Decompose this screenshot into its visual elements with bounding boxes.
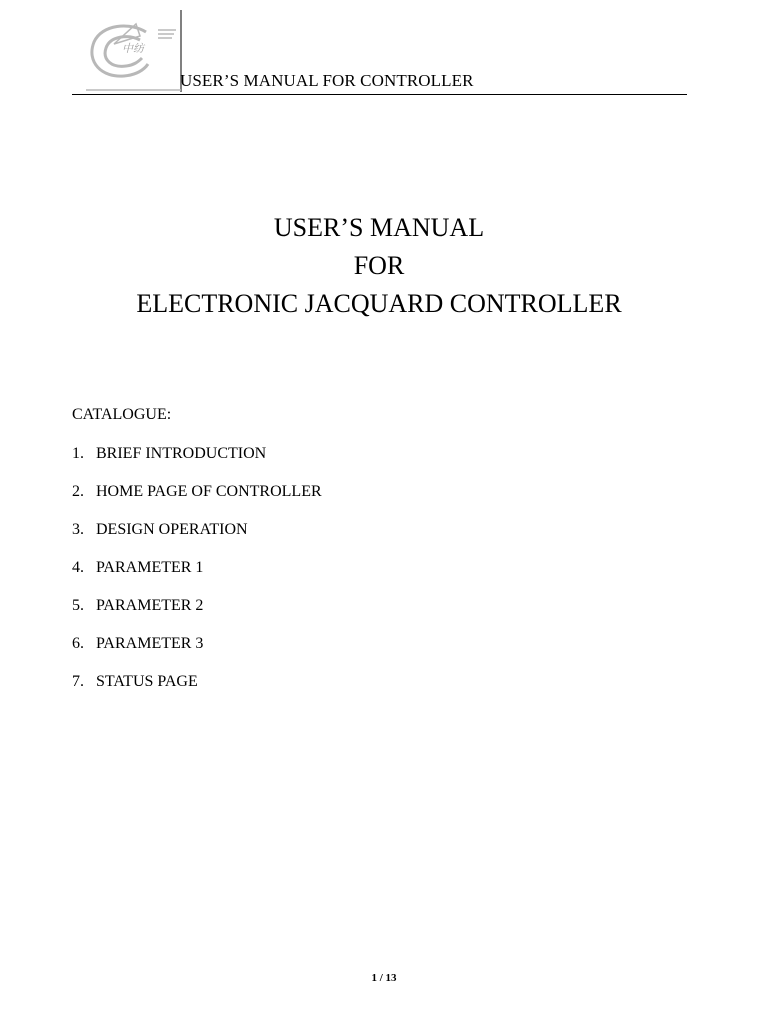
toc-item [72,482,322,520]
toc-item-number: 7. [72,673,84,690]
toc-item [72,444,322,482]
toc-item-number: 6. [72,635,84,652]
toc-item-text: DESIGN OPERATION [96,521,248,538]
toc-item-text: STATUS PAGE [96,673,198,690]
toc-item [72,672,322,710]
catalogue-label: CATALOGUE: [72,406,172,423]
document-title-line-3: ELECTRONIC JACQUARD CONTROLLER [136,289,622,318]
toc-item-text: PARAMETER 3 [96,635,204,652]
toc-item-text: PARAMETER 2 [96,597,204,614]
toc-item-number: 2. [72,483,84,500]
toc-item [72,520,322,558]
toc-item-number: 4. [72,559,84,576]
company-logo-icon [80,10,188,94]
toc-item-number: 5. [72,597,84,614]
header-divider [72,94,687,95]
toc-item [72,634,322,672]
document-title-line-1: USER’S MANUAL [273,213,485,242]
page-number: 1 / 13 [371,972,397,984]
document-title-line-2: FOR [353,251,405,280]
header-title: USER’S MANUAL FOR CONTROLLER [180,71,474,90]
toc-item-text: BRIEF INTRODUCTION [96,445,267,462]
table-of-contents [72,444,322,710]
company-logo [80,10,188,94]
toc-item-text: PARAMETER 1 [96,559,204,576]
toc-item [72,558,322,596]
toc-item-text: HOME PAGE OF CONTROLLER [96,483,322,500]
logo-text: 中纺 [122,42,144,55]
toc-item [72,596,322,634]
toc-item-number: 1. [72,445,84,462]
toc-item-number: 3. [72,521,84,538]
